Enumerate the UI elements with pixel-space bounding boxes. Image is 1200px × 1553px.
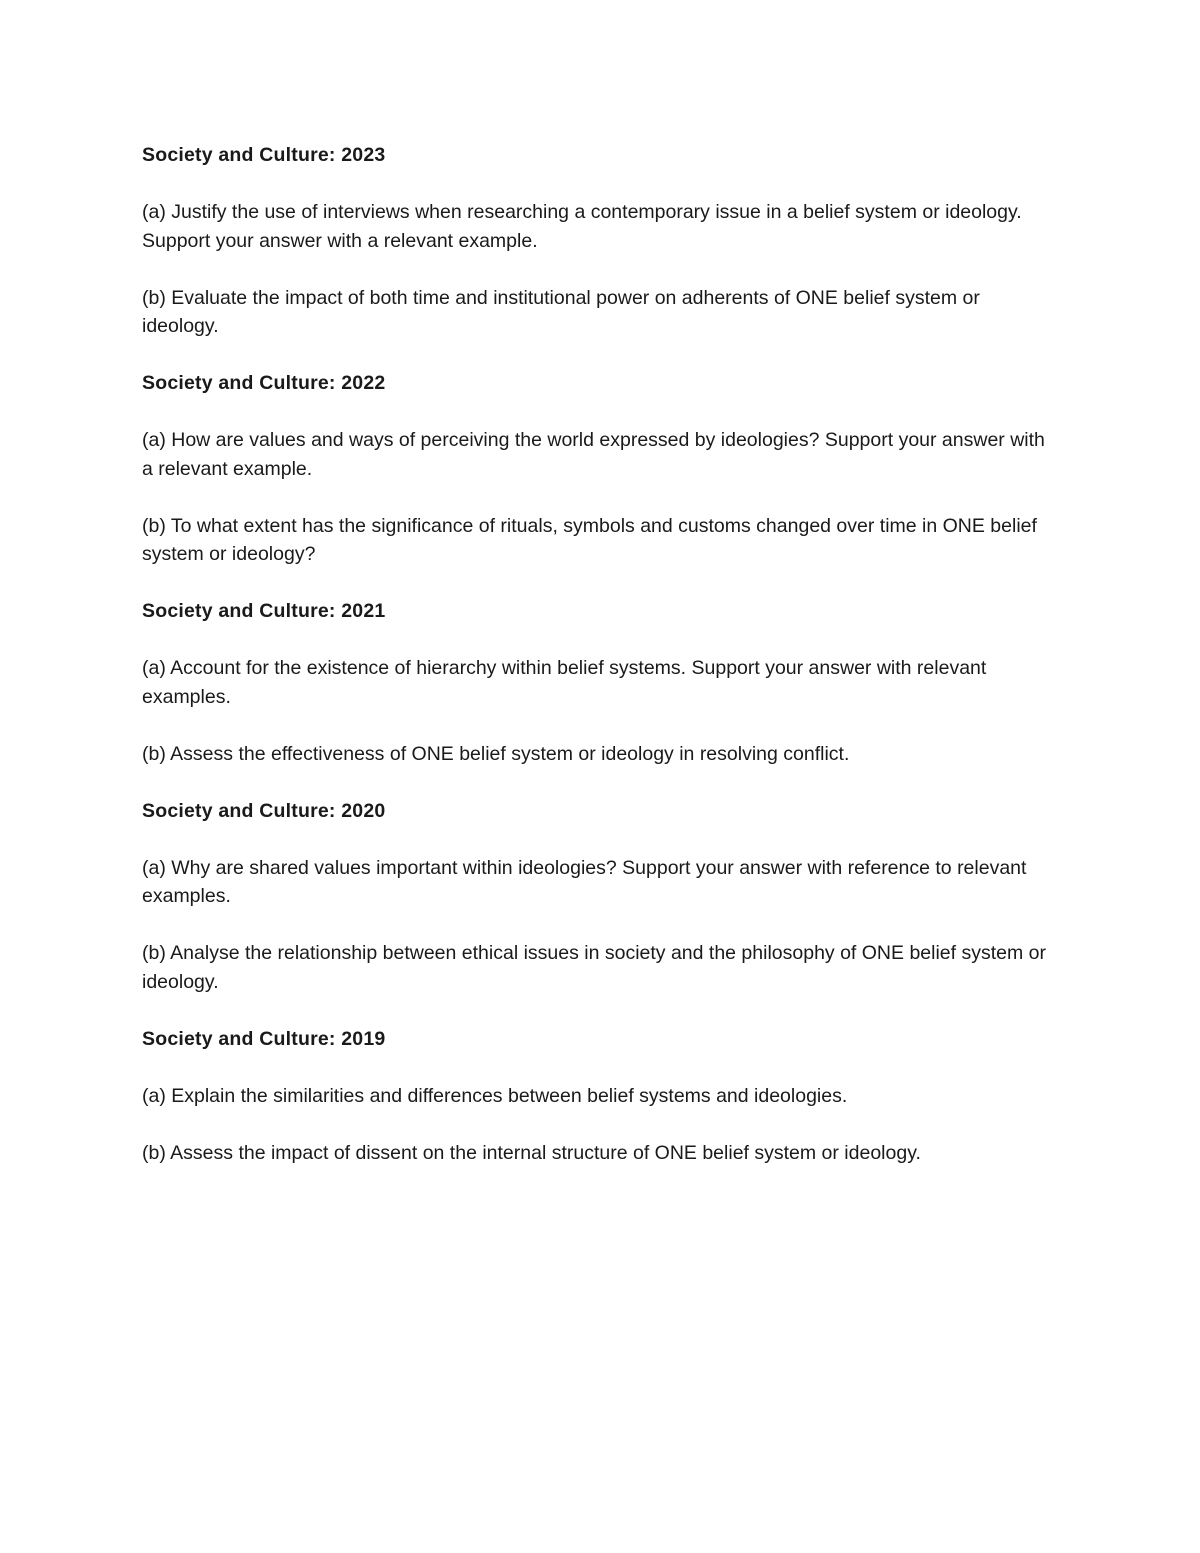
- section-title: Society and Culture: 2020: [142, 799, 386, 822]
- section-title: Society and Culture: 2022: [142, 372, 386, 394]
- section-title: Society and Culture: 2019: [142, 1027, 386, 1050]
- question-b: (b) Assess the effectiveness of ONE belief system or ideology in resolving conflict.: [142, 742, 850, 765]
- question-a: (a) Why are shared values important within ideologies? Support your answer with reference to relevant examples.: [142, 856, 1027, 907]
- section-title: Society and Culture: 2023: [142, 144, 386, 166]
- section-2019: [142, 1025, 1052, 1168]
- question-b: (b) To what extent has the significance of rituals, symbols and customs changed over time in ONE belief system or ideology?: [142, 514, 1037, 565]
- question-a: (a) Explain the similarities and differences between belief systems and ideologies.: [142, 1084, 848, 1107]
- question-a: (a) Justify the use of interviews when researching a contemporary issue in a belief system or ideology. Support your answer with a relevant example.: [142, 201, 1022, 252]
- document-page: [142, 141, 1052, 1196]
- section-title: Society and Culture: 2021: [142, 600, 386, 622]
- question-b: (b) Evaluate the impact of both time and institutional power on adherents of ONE belief system or ideology.: [142, 286, 980, 337]
- section-2022: [142, 369, 1052, 569]
- question-a: (a) How are values and ways of perceiving the world expressed by ideologies? Support your answer with a relevant example.: [142, 429, 1045, 480]
- section-2023: [142, 141, 1052, 341]
- section-2021: [142, 597, 1052, 768]
- question-b: (b) Assess the impact of dissent on the internal structure of ONE belief system or ideology.: [142, 1141, 921, 1164]
- question-b: (b) Analyse the relationship between ethical issues in society and the philosophy of ONE belief system or ideology.: [142, 942, 1046, 993]
- section-2020: [142, 797, 1052, 997]
- question-a: (a) Account for the existence of hierarchy within belief systems. Support your answer with relevant examples.: [142, 657, 987, 708]
